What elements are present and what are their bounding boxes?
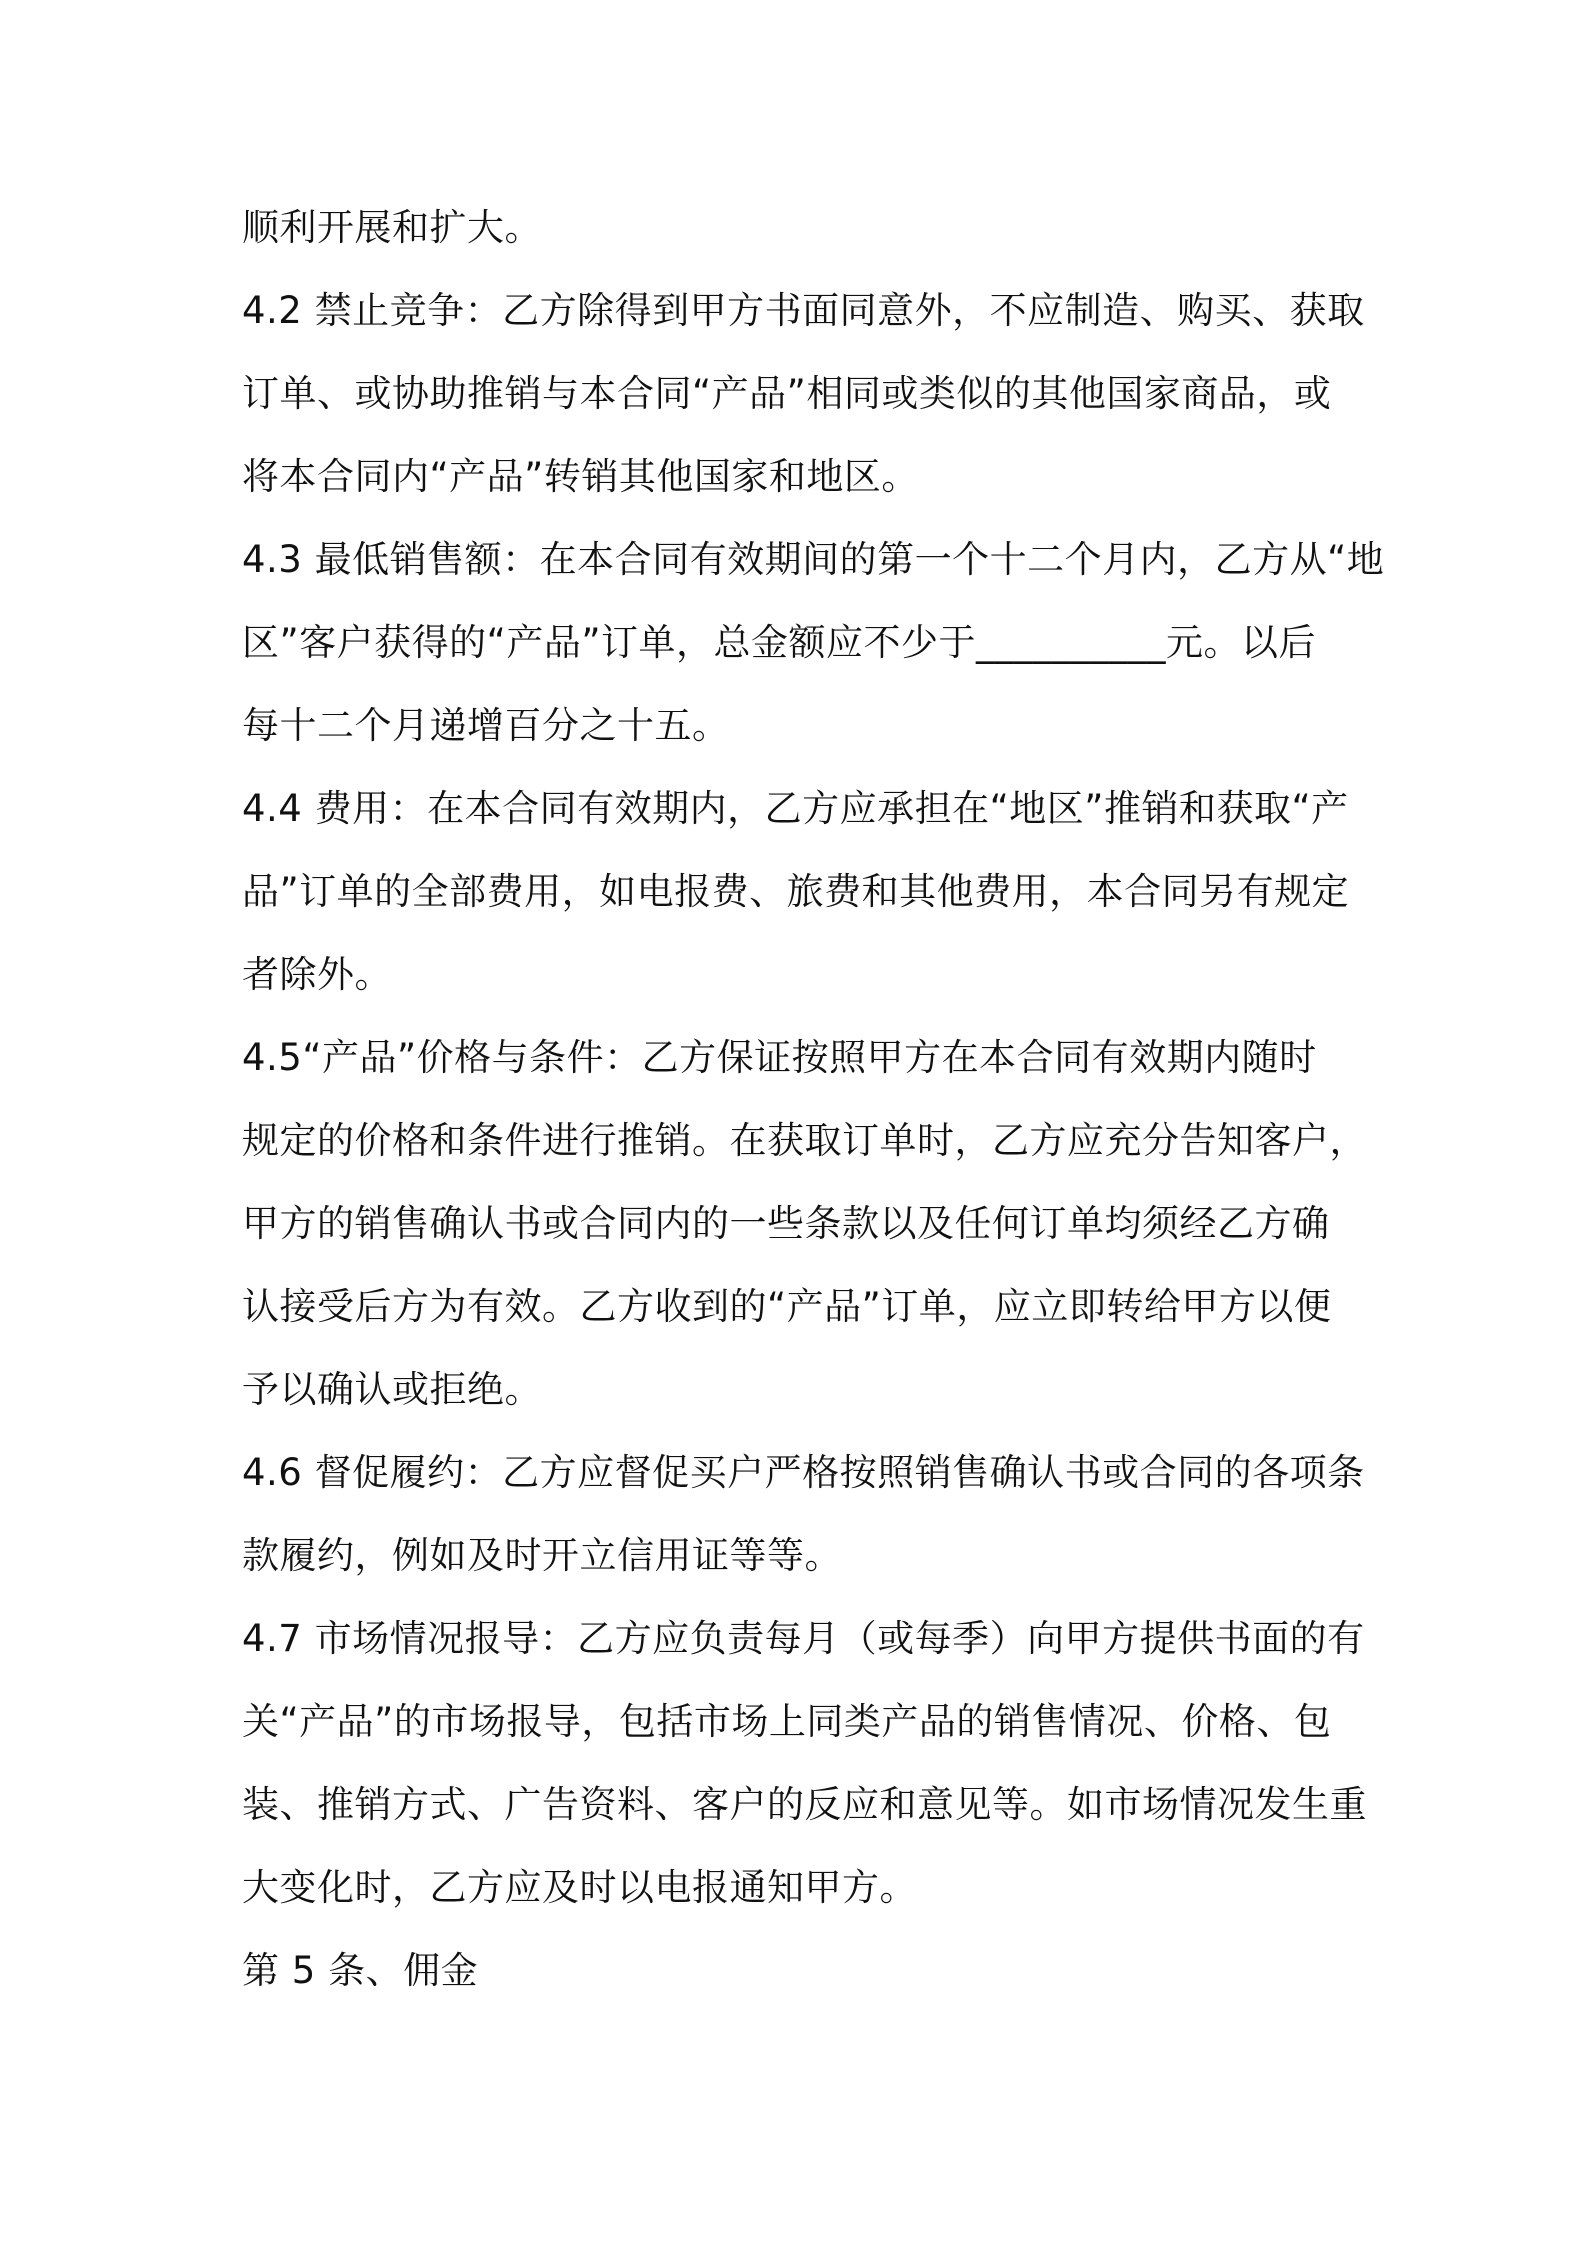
text-line: 顺利开展和扩大。 <box>242 206 542 249</box>
text-line: 4.5“产品”价格与条件：乙方保证按照甲方在本合同有效期内随时 <box>242 1036 1317 1079</box>
text-line: 订单、或协助推销与本合同“产品”相同或类似的其他国家商品，或 <box>242 372 1332 415</box>
text-line: 将本合同内“产品”转销其他国家和地区。 <box>242 455 919 498</box>
text-line: 规定的价格和条件进行推销。在获取订单时，乙方应充分告知客户， <box>242 1119 1367 1162</box>
text-line: 品”订单的全部费用，如电报费、旅费和其他费用，本合同另有规定 <box>242 870 1350 913</box>
text-line: 大变化时，乙方应及时以电报通知甲方。 <box>242 1866 917 1909</box>
text-line: 予以确认或拒绝。 <box>242 1368 542 1411</box>
text-line: 认接受后方为有效。乙方收到的“产品”订单，应立即转给甲方以便 <box>242 1285 1332 1328</box>
section-heading: 第 5 条、佣金 <box>242 1949 479 1992</box>
text-line: 者除外。 <box>242 953 392 996</box>
text-line: 每十二个月递增百分之十五。 <box>242 704 730 747</box>
text-line: 款履约，例如及时开立信用证等等。 <box>242 1534 842 1577</box>
text-line: 4.2 禁止竞争：乙方除得到甲方书面同意外，不应制造、购买、获取 <box>242 289 1365 332</box>
text-line: 4.6 督促履约：乙方应督促买户严格按照销售确认书或合同的各项条 <box>242 1451 1365 1494</box>
text-line: 4.3 最低销售额：在本合同有效期间的第一个十二个月内，乙方从“地 <box>242 538 1385 581</box>
text-line: 装、推销方式、广告资料、客户的反应和意见等。如市场情况发生重 <box>242 1783 1367 1826</box>
text-line: 甲方的销售确认书或合同内的一些条款以及任何订单均须经乙方确 <box>242 1202 1330 1245</box>
text-line: 区”客户获得的“产品”订单，总金额应不少于__________元。以后 <box>242 621 1317 664</box>
text-line: 4.7 市场情况报导：乙方应负责每月（或每季）向甲方提供书面的有 <box>242 1617 1365 1660</box>
text-line: 4.4 费用：在本合同有效期内，乙方应承担在“地区”推销和获取“产 <box>242 787 1349 830</box>
text-line: 关“产品”的市场报导，包括市场上同类产品的销售情况、价格、包 <box>242 1700 1332 1743</box>
